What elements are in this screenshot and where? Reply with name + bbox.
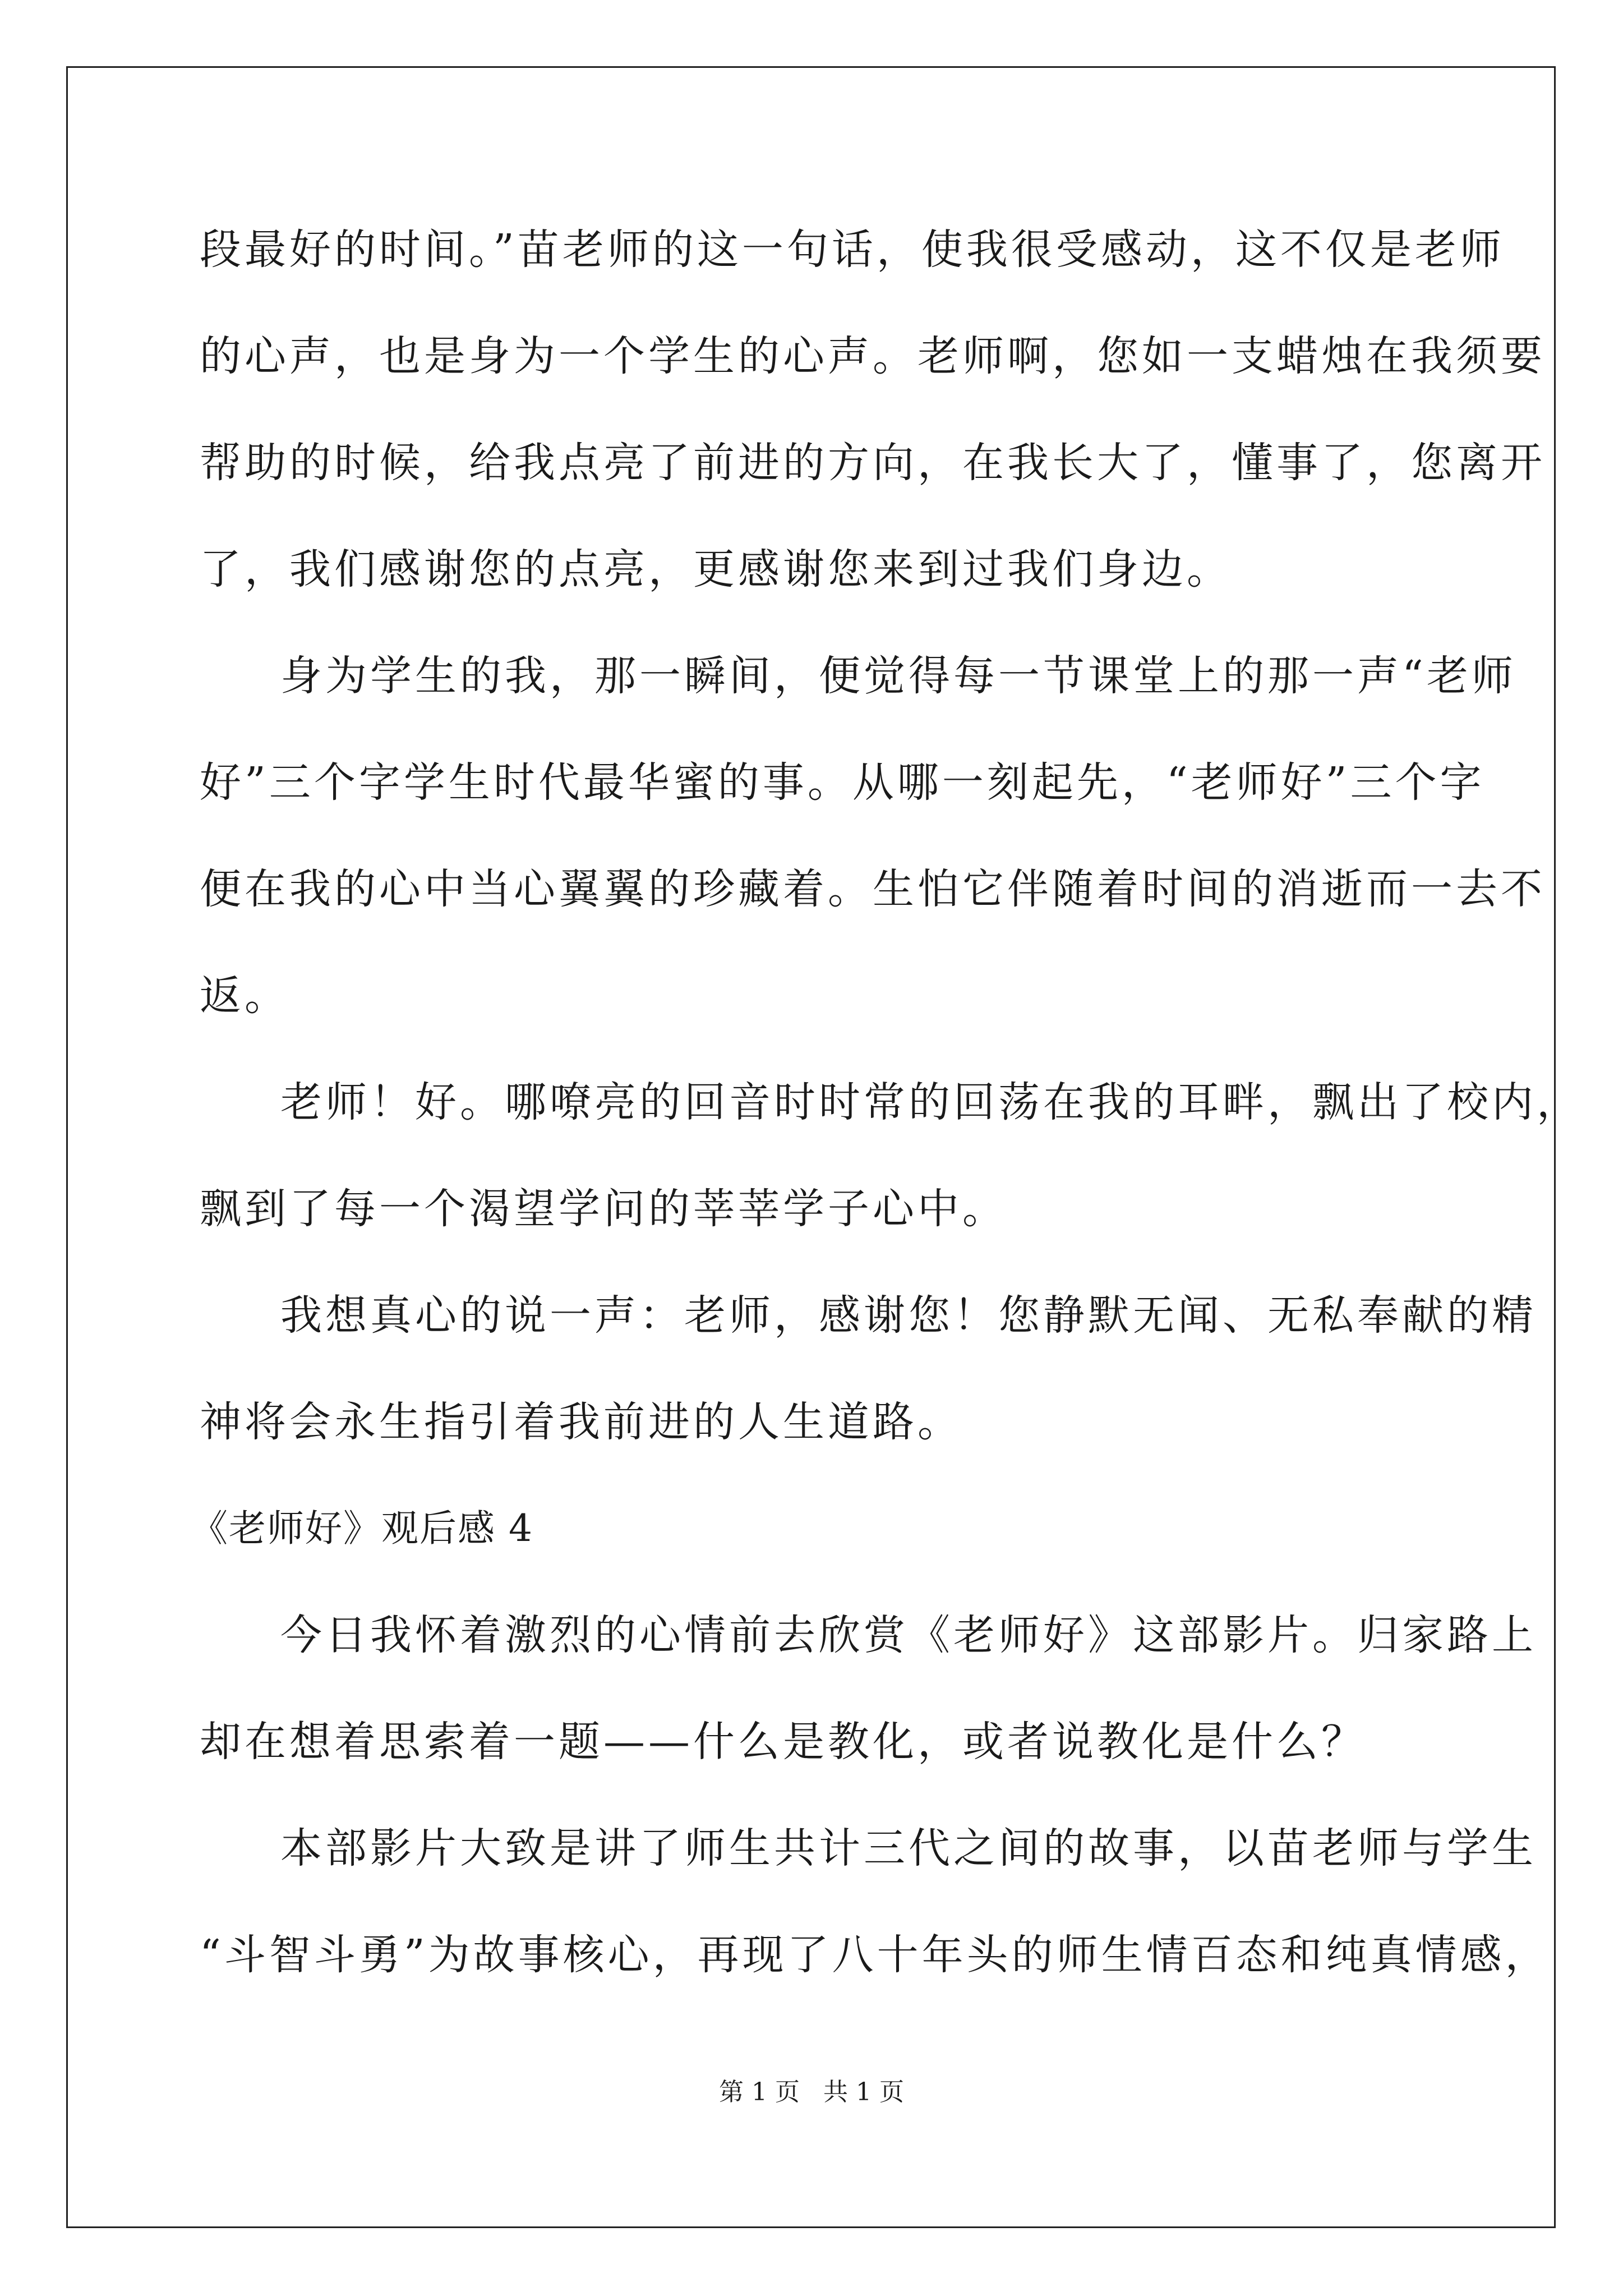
- text-line-13: 今日我怀着激烈的心情前去欣赏《老师好》这部影片。归家路上: [280, 1611, 1537, 1659]
- section-heading: 《老师好》观后感 4: [191, 1507, 533, 1550]
- text-line-6: 好”三个字学生时代最华蜜的事。从哪一刻起先，“老师好”三个字: [200, 758, 1485, 807]
- text-line-4: 了，我们感谢您的点亮，更感谢您来到过我们身边。: [200, 545, 1232, 593]
- text-line-5: 身为学生的我，那一瞬间，便觉得每一节课堂上的那一声“老师: [280, 652, 1516, 700]
- text-line-2: 的心声，也是身为一个学生的心声。老师啊，您如一支蜡烛在我须要: [200, 332, 1546, 380]
- page-footer: 第 1 页 共 1 页: [719, 2078, 904, 2106]
- text-line-9: 老师！好。哪嘹亮的回音时时常的回荡在我的耳畔，飘出了校内，: [280, 1078, 1581, 1126]
- text-line-16: “斗智斗勇”为故事核心，再现了八十年头的师生情百态和纯真情感，: [200, 1931, 1550, 1979]
- text-line-14: 却在想着思索着一题——什么是教化，或者说教化是什么？: [200, 1718, 1366, 1766]
- text-line-8: 返。: [200, 972, 289, 1020]
- text-line-1: 段最好的时间。”苗老师的这一句话，使我很受感动，这不仅是老师: [200, 226, 1505, 274]
- text-line-3: 帮助的时候，给我点亮了前进的方向，在我长大了，懂事了，您离开: [200, 439, 1546, 487]
- text-line-15: 本部影片大致是讲了师生共计三代之间的故事，以苗老师与学生: [280, 1824, 1537, 1872]
- page-border: [66, 66, 1556, 2228]
- text-line-10: 飘到了每一个渴望学问的莘莘学子心中。: [200, 1185, 1007, 1233]
- text-line-11: 我想真心的说一声：老师，感谢您！您静默无闻、无私奉献的精: [280, 1291, 1537, 1340]
- text-line-12: 神将会永生指引着我前进的人生道路。: [200, 1398, 962, 1446]
- text-line-7: 便在我的心中当心翼翼的珍藏着。生怕它伴随着时间的消逝而一去不: [200, 865, 1546, 913]
